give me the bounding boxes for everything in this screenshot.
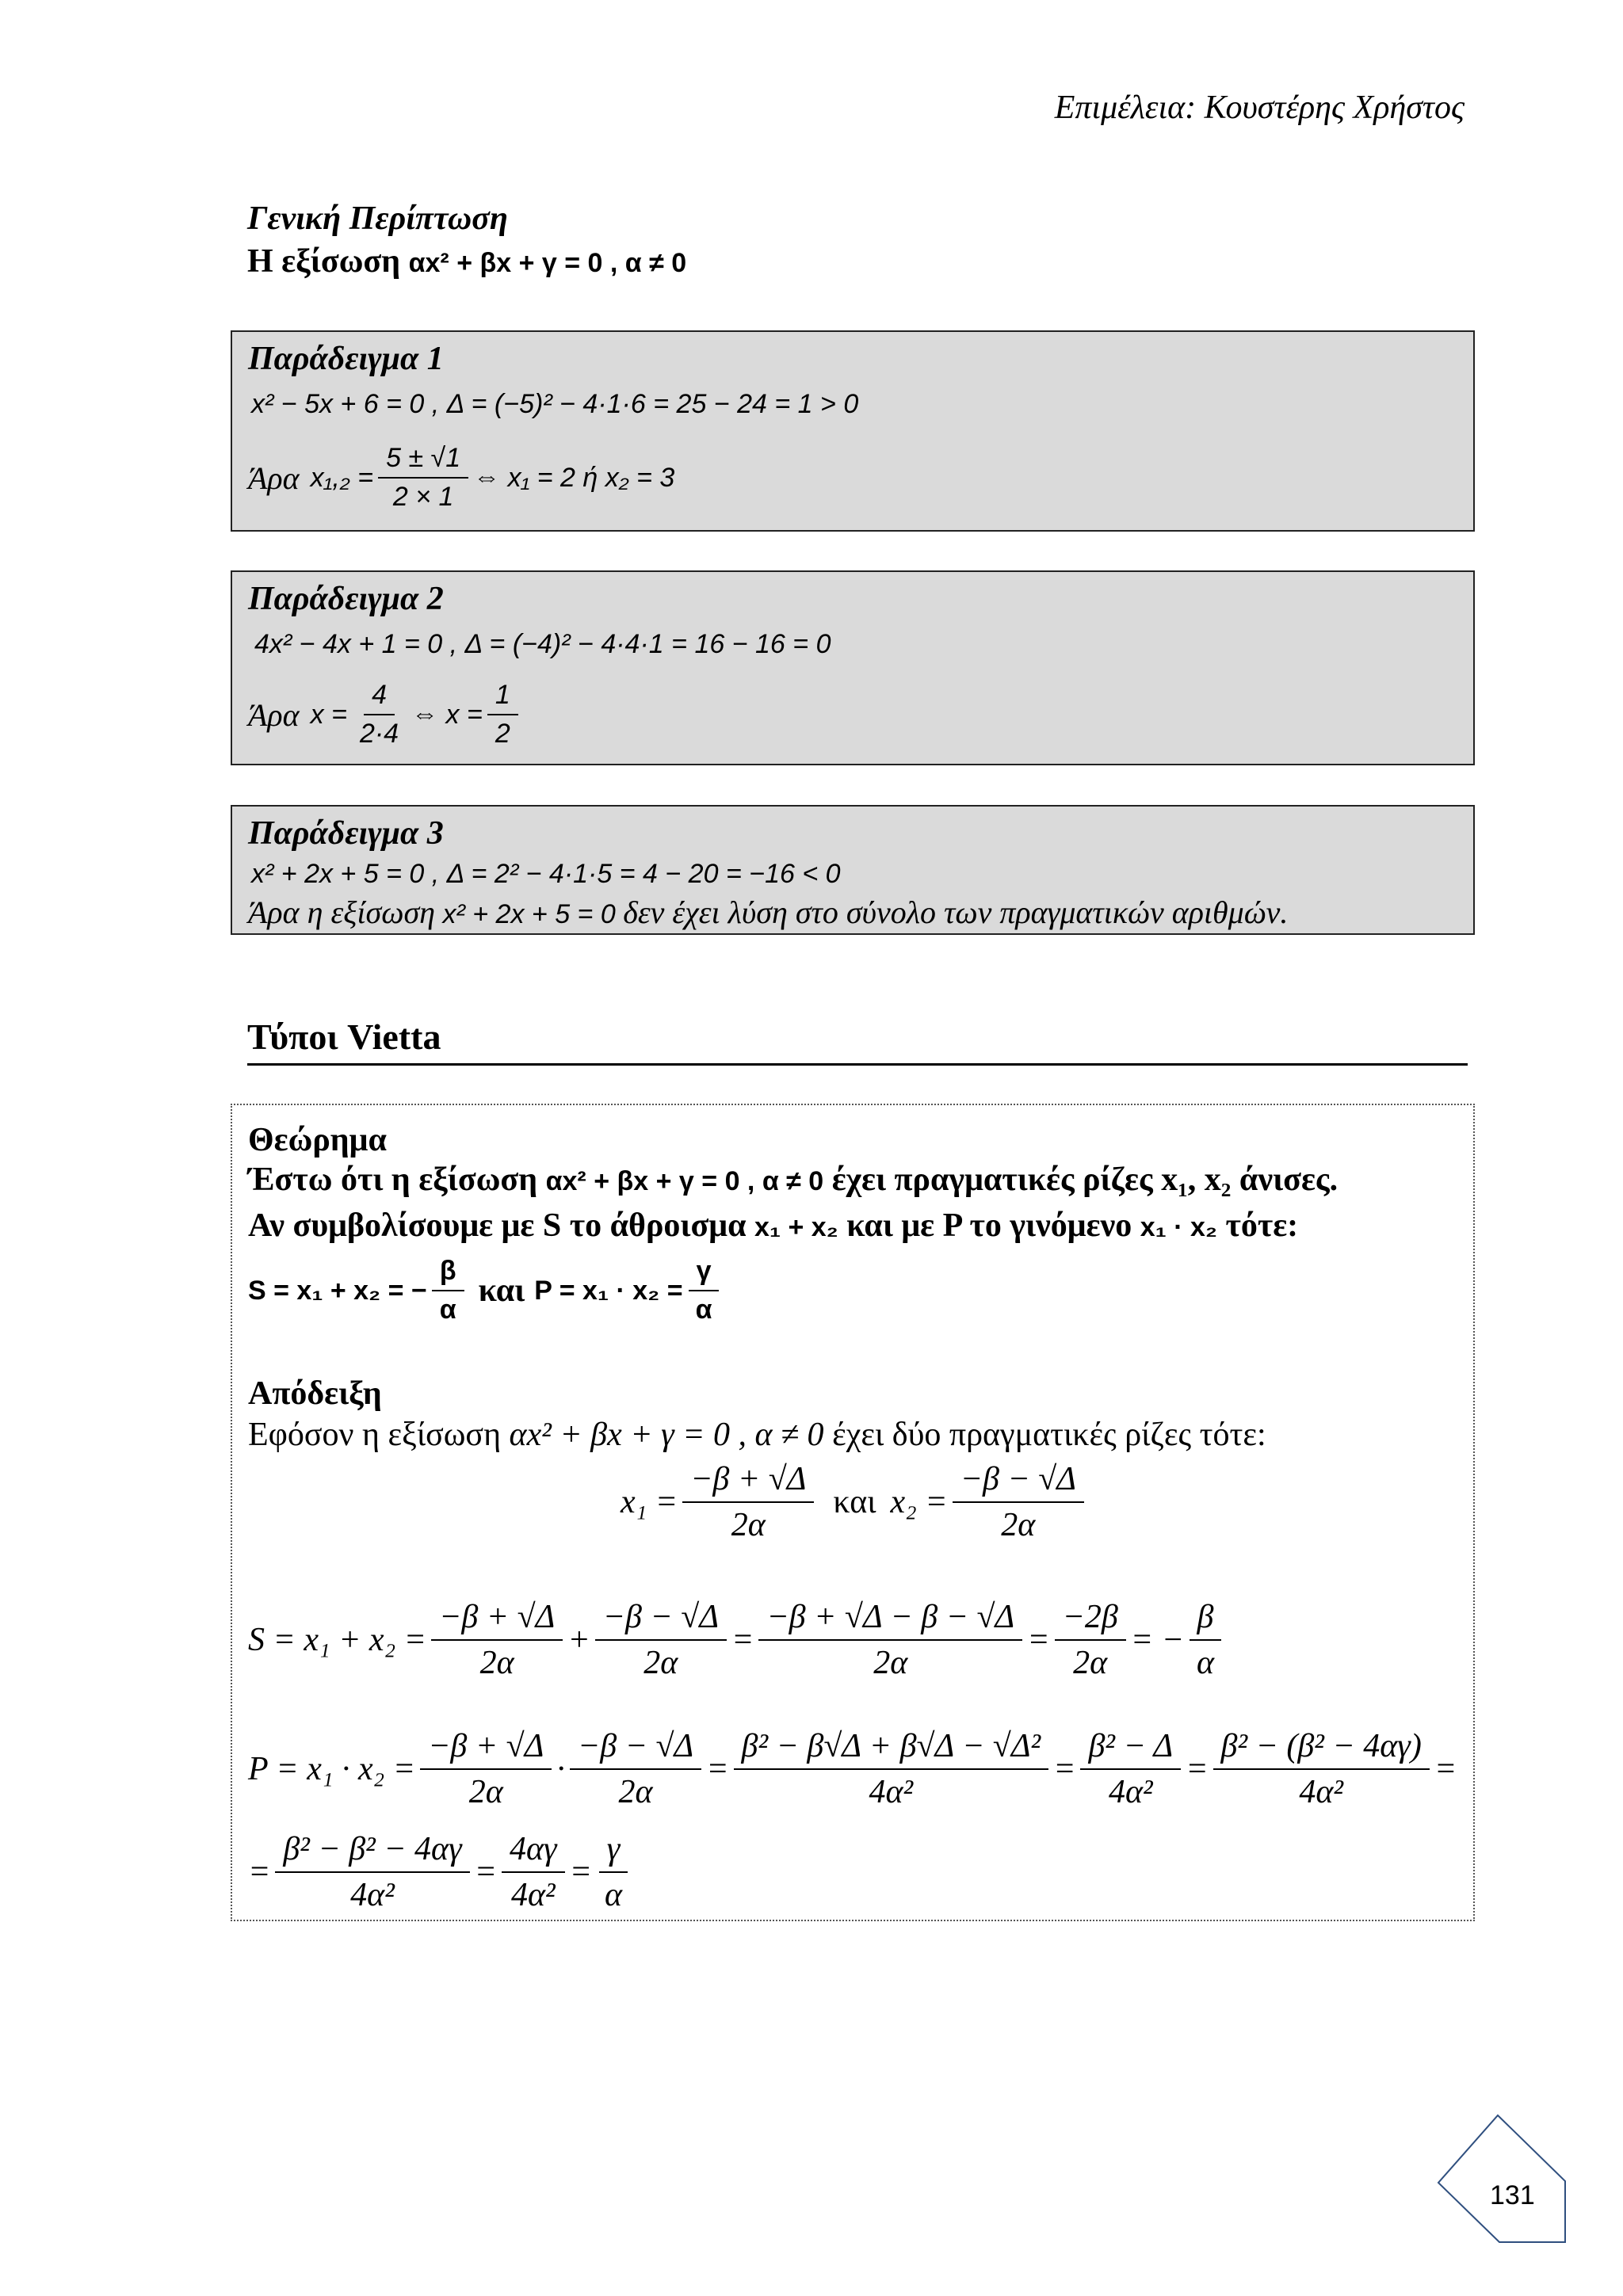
sum-num-1: −β + √Δ bbox=[431, 1598, 563, 1641]
theorem-statement-2 bbox=[248, 1207, 1298, 1245]
formula-s-den: α bbox=[439, 1295, 456, 1325]
example-1-box bbox=[231, 330, 1475, 532]
product-frac-7 bbox=[502, 1830, 565, 1915]
product-frac-2 bbox=[570, 1727, 701, 1812]
roots-x2: x₂ = bbox=[890, 1484, 948, 1521]
example-2-numerator: 4 bbox=[364, 680, 395, 715]
stmt2-eq1: x₁ + x₂ bbox=[754, 1212, 838, 1242]
stmt2-c: τότε: bbox=[1225, 1207, 1299, 1244]
product-den-6: 4α² bbox=[350, 1877, 395, 1914]
roots-num-1: −β + √Δ bbox=[682, 1460, 814, 1503]
product-num-2: −β − √Δ bbox=[570, 1727, 701, 1770]
sum-den-2: 2α bbox=[643, 1645, 678, 1682]
sum-num-4: −2β bbox=[1055, 1598, 1126, 1641]
example-2-denominator-2: 2 bbox=[495, 719, 510, 749]
sum-eq-minus: = − bbox=[1130, 1622, 1184, 1659]
formula-kai: και bbox=[478, 1272, 525, 1310]
product-den-5: 4α² bbox=[1299, 1774, 1343, 1811]
product-eq-1: = bbox=[706, 1751, 729, 1788]
roots-frac-1 bbox=[682, 1460, 814, 1545]
example-2-title: Παράδειγμα 2 bbox=[248, 581, 444, 617]
product-num-1: −β + √Δ bbox=[420, 1727, 552, 1770]
example-3-title: Παράδειγμα 3 bbox=[248, 815, 444, 852]
proof-title: Απόδειξη bbox=[248, 1375, 382, 1412]
product-eq-4: = bbox=[1434, 1751, 1457, 1788]
example-2-fraction bbox=[352, 680, 407, 749]
product-den-8: α bbox=[604, 1877, 622, 1914]
stmt1-a: Έστω ότι η εξίσωση bbox=[248, 1161, 538, 1198]
sum-derivation bbox=[248, 1598, 1227, 1683]
product-derivation bbox=[248, 1727, 1457, 1812]
example-2-fraction-2 bbox=[487, 680, 518, 749]
example-2-ara: Άρα bbox=[248, 696, 300, 733]
formula-s-fraction bbox=[432, 1256, 464, 1325]
product-frac-6 bbox=[275, 1830, 469, 1915]
product-frac-3 bbox=[734, 1727, 1049, 1812]
formula-p-fraction bbox=[688, 1256, 720, 1325]
product-eq-7: = bbox=[569, 1854, 592, 1891]
sum-frac-2 bbox=[595, 1598, 727, 1683]
sum-frac-4 bbox=[1055, 1598, 1126, 1683]
example-1-solution bbox=[248, 443, 674, 513]
sum-den-1: 2α bbox=[479, 1645, 514, 1682]
example-2-solution bbox=[248, 680, 523, 749]
example-3-line2 bbox=[248, 894, 1288, 931]
product-num-5: β² − (β² − 4αγ) bbox=[1213, 1727, 1430, 1770]
general-case-title: Γενική Περίπτωση bbox=[247, 200, 508, 237]
sum-eq-2: = bbox=[1027, 1622, 1050, 1659]
product-eq-3: = bbox=[1186, 1751, 1209, 1788]
theorem-box bbox=[231, 1104, 1475, 1921]
proof-intro bbox=[248, 1416, 1266, 1454]
stmt1-b: έχει πραγματικές ρίζες x₁, x₂ άνισες. bbox=[831, 1161, 1338, 1198]
example-3-line2-a: Άρα η εξίσωση bbox=[248, 894, 436, 930]
proof-intro-a: Εφόσον η εξίσωση bbox=[248, 1417, 502, 1453]
theorem-statement-1 bbox=[248, 1161, 1338, 1199]
example-1-lhs: x₁,₂ = bbox=[310, 462, 374, 493]
product-frac-8 bbox=[597, 1830, 630, 1915]
example-1-line1: x² − 5x + 6 = 0 , Δ = (−5)² − 4·1·6 = 25 − 24 = 1 > 0 bbox=[251, 389, 859, 419]
example-2-numerator-2: 1 bbox=[487, 680, 518, 715]
product-num-8: γ bbox=[599, 1830, 628, 1873]
product-num-7: 4αγ bbox=[502, 1830, 565, 1873]
example-3-line1: x² + 2x + 5 = 0 , Δ = 2² − 4·1·5 = 4 − 20 = −16 < 0 bbox=[251, 859, 841, 889]
example-1-title: Παράδειγμα 1 bbox=[248, 341, 444, 377]
product-lhs: P = x₁ · x₂ = bbox=[248, 1751, 416, 1788]
stmt2-a: Αν συμβολίσουμε με S το άθροισμα bbox=[248, 1207, 747, 1244]
roots-kai: και bbox=[833, 1484, 876, 1521]
example-1-fraction bbox=[378, 443, 468, 513]
formula-p-num: γ bbox=[689, 1256, 720, 1291]
sum-num-5: β bbox=[1190, 1598, 1222, 1641]
example-2-lhs: x = bbox=[310, 699, 347, 730]
sum-num-3: −β + √Δ − β − √Δ bbox=[758, 1598, 1022, 1641]
sum-lhs: S = x₁ + x₂ = bbox=[248, 1622, 427, 1659]
example-1-rhs: ⇔ x₁ = 2 ή x₂ = 3 bbox=[473, 462, 675, 493]
page-number-diamond-icon bbox=[1434, 2111, 1569, 2246]
proof-intro-b: έχει δύο πραγματικές ρίζες τότε: bbox=[832, 1417, 1266, 1453]
general-equation bbox=[247, 242, 686, 280]
sum-den-3: 2α bbox=[873, 1645, 908, 1682]
formula-p: P = x₁ · x₂ = bbox=[534, 1275, 683, 1306]
example-2-mid: ⇔ x = bbox=[411, 699, 483, 730]
heading-rule bbox=[247, 1063, 1468, 1066]
author-header: Επιμέλεια: Κουστέρης Χρήστος bbox=[1054, 90, 1465, 126]
product-num-3: β² − β√Δ + β√Δ − √Δ² bbox=[734, 1727, 1049, 1770]
product-den-4: 4α² bbox=[1109, 1774, 1153, 1811]
product-frac-5 bbox=[1213, 1727, 1430, 1812]
roots-x1: x₁ = bbox=[621, 1484, 678, 1521]
sum-den-4: 2α bbox=[1073, 1645, 1108, 1682]
theorem-title: Θεώρημα bbox=[248, 1122, 387, 1158]
product-dot: · bbox=[556, 1751, 565, 1788]
product-den-7: 4α² bbox=[510, 1877, 556, 1914]
sum-frac-3 bbox=[758, 1598, 1022, 1683]
sum-eq-1: = bbox=[731, 1622, 754, 1659]
sum-frac-1 bbox=[431, 1598, 563, 1683]
general-eq-prefix: Η εξίσωση bbox=[247, 243, 401, 280]
roots-num-2: −β − √Δ bbox=[953, 1460, 1084, 1503]
product-eq-2: = bbox=[1053, 1751, 1076, 1788]
product-den-1: 2α bbox=[468, 1774, 503, 1811]
general-eq-formula: αx² + βx + γ = 0 , α ≠ 0 bbox=[408, 248, 687, 278]
formula-p-den: α bbox=[695, 1295, 712, 1325]
product-eq-5: = bbox=[248, 1854, 271, 1891]
sum-den-5: α bbox=[1196, 1645, 1215, 1682]
roots-frac-2 bbox=[953, 1460, 1084, 1545]
stmt1-eq: αx² + βx + γ = 0 , α ≠ 0 bbox=[545, 1166, 824, 1196]
example-3-line2-eq: x² + 2x + 5 = 0 bbox=[442, 899, 616, 929]
vieta-heading: Τύποι Vietta bbox=[247, 1016, 441, 1057]
vieta-formulas bbox=[248, 1256, 724, 1325]
product-derivation-2 bbox=[248, 1830, 635, 1915]
product-den-3: 4α² bbox=[869, 1774, 914, 1811]
roots-den-2: 2α bbox=[1001, 1507, 1036, 1544]
product-frac-4 bbox=[1080, 1727, 1181, 1812]
formula-s-num: β bbox=[432, 1256, 464, 1291]
proof-eq: αx² + βx + γ = 0 , α ≠ 0 bbox=[509, 1417, 824, 1453]
roots-den-1: 2α bbox=[731, 1507, 766, 1544]
example-3-box bbox=[231, 805, 1475, 935]
sum-plus: + bbox=[567, 1622, 590, 1659]
page-number: 131 bbox=[1490, 2180, 1535, 2210]
example-2-line1: 4x² − 4x + 1 = 0 , Δ = (−4)² − 4·4·1 = 16 − 16 = 0 bbox=[254, 629, 831, 659]
sum-frac-5 bbox=[1189, 1598, 1222, 1683]
product-num-4: β² − Δ bbox=[1080, 1727, 1181, 1770]
product-den-2: 2α bbox=[618, 1774, 653, 1811]
example-1-denominator: 2 × 1 bbox=[392, 482, 454, 513]
example-1-numerator: 5 ± √1 bbox=[378, 443, 468, 479]
example-2-box bbox=[231, 570, 1475, 765]
roots-line bbox=[621, 1460, 1089, 1545]
product-eq-6: = bbox=[474, 1854, 497, 1891]
stmt2-eq2: x₁ · x₂ bbox=[1140, 1212, 1217, 1242]
example-3-line2-b: δεν έχει λύση στο σύνολο των πραγματικών αριθμών. bbox=[623, 894, 1289, 930]
stmt2-b: και με P το γινόμενο bbox=[846, 1207, 1132, 1244]
product-num-6: β² − β² − 4αγ bbox=[275, 1830, 469, 1873]
example-2-denominator: 2·4 bbox=[359, 719, 399, 749]
formula-s: S = x₁ + x₂ = − bbox=[248, 1275, 427, 1306]
example-1-ara: Άρα bbox=[248, 460, 300, 496]
product-frac-1 bbox=[420, 1727, 552, 1812]
sum-num-2: −β − √Δ bbox=[595, 1598, 727, 1641]
